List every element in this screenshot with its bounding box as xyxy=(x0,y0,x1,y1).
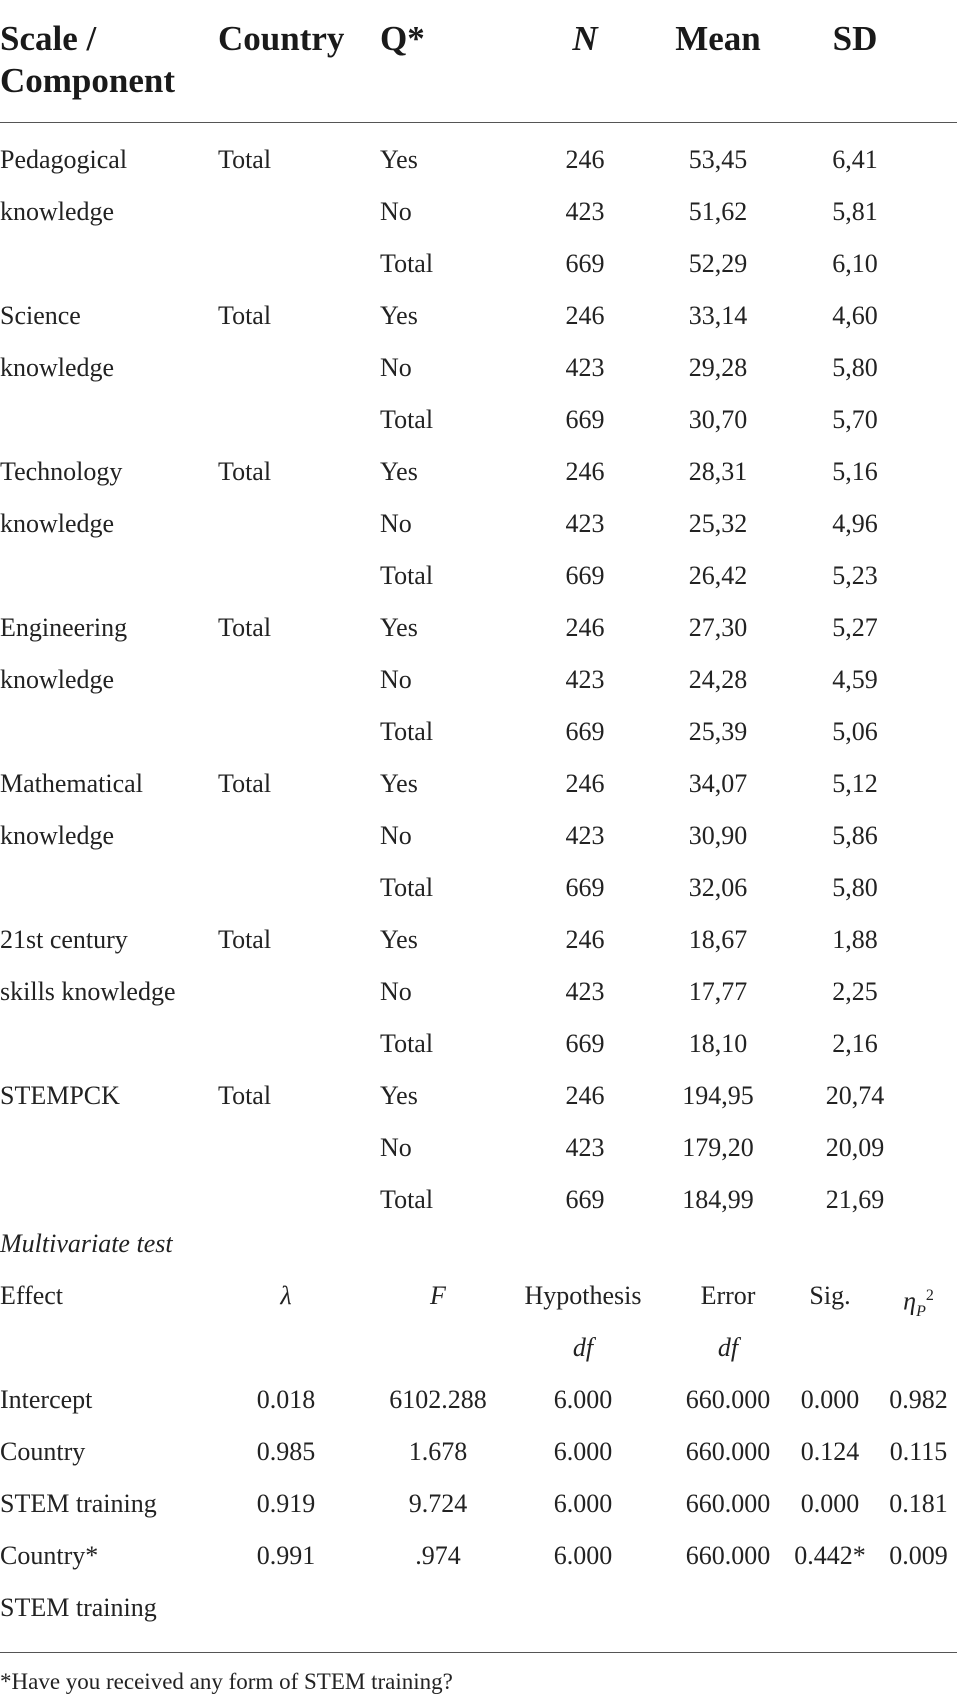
cell-q: Yes xyxy=(380,769,418,798)
mv-header-eta-sup: 2 xyxy=(925,1287,934,1304)
cell-sd: 20,74 xyxy=(825,1081,885,1110)
header-q: Q* xyxy=(380,19,425,58)
mv-effect-continued: STEM training xyxy=(0,1593,157,1622)
cell-sd: 4,59 xyxy=(832,665,878,694)
cell-n: 669 xyxy=(565,717,605,746)
table-row xyxy=(0,602,957,654)
cell-sd: 4,60 xyxy=(832,301,878,330)
mv-header-sig: Sig. xyxy=(809,1281,851,1310)
table-row xyxy=(0,706,957,758)
cell-q: Yes xyxy=(380,925,418,954)
cell-country: Total xyxy=(218,145,272,174)
cell-q: Total xyxy=(380,1029,434,1058)
cell-scale: knowledge xyxy=(0,353,115,382)
mv-cell-hypothesis-df: 6.000 xyxy=(553,1437,613,1466)
cell-sd: 5,27 xyxy=(832,613,878,642)
cell-scale: Engineering xyxy=(0,613,128,642)
cell-mean: 24,28 xyxy=(688,665,748,694)
cell-mean: 28,31 xyxy=(688,457,748,486)
cell-q: Total xyxy=(380,249,434,278)
cell-scale: knowledge xyxy=(0,509,115,538)
cell-sd: 5,70 xyxy=(832,405,878,434)
cell-n: 246 xyxy=(565,457,605,486)
cell-q: Yes xyxy=(380,301,418,330)
mv-cell-error-df: 660.000 xyxy=(685,1385,771,1414)
mv-cell-effect: Intercept xyxy=(0,1385,93,1414)
cell-country: Total xyxy=(218,1081,272,1110)
cell-sd: 4,96 xyxy=(832,509,878,538)
cell-mean: 18,67 xyxy=(688,925,748,954)
cell-mean: 27,30 xyxy=(688,613,748,642)
cell-country: Total xyxy=(218,769,272,798)
mv-table-row xyxy=(0,1530,957,1582)
cell-scale: knowledge xyxy=(0,197,115,226)
mv-cell-error-df: 660.000 xyxy=(685,1541,771,1570)
cell-scale: Technology xyxy=(0,457,123,486)
mv-cell-effect: Country xyxy=(0,1437,86,1466)
cell-mean: 34,07 xyxy=(688,769,748,798)
table-row xyxy=(0,810,957,862)
cell-mean: 30,70 xyxy=(688,405,748,434)
cell-sd: 21,69 xyxy=(825,1185,885,1214)
cell-q: Yes xyxy=(380,145,418,174)
cell-q: Total xyxy=(380,561,434,590)
table-row xyxy=(0,758,957,810)
cell-sd: 2,16 xyxy=(832,1029,878,1058)
mv-cell-error-df: 660.000 xyxy=(685,1489,771,1518)
cell-q: Total xyxy=(380,1185,434,1214)
mv-header-hypothesis: Hypothesis xyxy=(524,1281,642,1310)
cell-n: 423 xyxy=(565,197,605,226)
mv-cell-eta: 0.181 xyxy=(889,1489,948,1518)
multivariate-row-continued xyxy=(0,1582,957,1634)
mv-table-row xyxy=(0,1426,957,1478)
cell-n: 423 xyxy=(565,509,605,538)
cell-mean: 29,28 xyxy=(688,353,748,382)
header-mean: Mean xyxy=(675,19,761,58)
mv-cell-f: 9.724 xyxy=(408,1489,468,1518)
header-scale-component: Scale / Component xyxy=(0,19,176,100)
table-row xyxy=(0,134,957,186)
mv-cell-hypothesis-df: 6.000 xyxy=(553,1541,613,1570)
cell-scale: STEMPCK xyxy=(0,1081,120,1110)
table-row xyxy=(0,966,957,1018)
mv-cell-effect: Country* xyxy=(0,1541,99,1570)
multivariate-header-row-2 xyxy=(0,1322,957,1374)
table-row xyxy=(0,654,957,706)
mv-cell-sig: 0.000 xyxy=(800,1489,860,1518)
mv-cell-lambda: 0.919 xyxy=(256,1489,316,1518)
cell-q: Total xyxy=(380,717,434,746)
mv-cell-eta: 0.115 xyxy=(889,1437,948,1466)
mv-header-eta-symbol: η xyxy=(903,1286,917,1316)
cell-sd: 5,81 xyxy=(832,197,878,226)
cell-mean: 33,14 xyxy=(688,301,748,330)
multivariate-header-row xyxy=(0,1270,957,1322)
mv-cell-eta: 0.009 xyxy=(889,1541,948,1570)
cell-q: No xyxy=(380,509,412,538)
cell-n: 669 xyxy=(565,561,605,590)
header-country: Country xyxy=(218,19,345,58)
table-row xyxy=(0,238,957,290)
mv-header-effect: Effect xyxy=(0,1281,64,1310)
mv-cell-sig: 0.442* xyxy=(794,1541,866,1570)
cell-sd: 5,86 xyxy=(832,821,878,850)
table-row xyxy=(0,1122,957,1174)
mv-cell-lambda: 0.991 xyxy=(256,1541,316,1570)
mv-cell-f: .974 xyxy=(415,1541,461,1570)
cell-mean: 194,95 xyxy=(682,1081,754,1110)
table-row xyxy=(0,186,957,238)
cell-mean: 26,42 xyxy=(688,561,748,590)
cell-n: 246 xyxy=(565,145,605,174)
cell-n: 423 xyxy=(565,821,605,850)
mv-table-row xyxy=(0,1374,957,1426)
multivariate-title: Multivariate test xyxy=(0,1229,173,1258)
cell-sd: 1,88 xyxy=(832,925,878,954)
mv-cell-lambda: 0.018 xyxy=(256,1385,316,1414)
mv-cell-sig: 0.124 xyxy=(800,1437,860,1466)
cell-n: 423 xyxy=(565,977,605,1006)
cell-sd: 20,09 xyxy=(825,1133,885,1162)
cell-sd: 6,10 xyxy=(832,249,878,278)
cell-mean: 30,90 xyxy=(688,821,748,850)
table-footnote: *Have you received any form of STEM training? xyxy=(0,1669,453,1694)
mv-cell-hypothesis-df: 6.000 xyxy=(553,1489,613,1518)
cell-n: 246 xyxy=(565,301,605,330)
table-row xyxy=(0,394,957,446)
cell-q: No xyxy=(380,821,412,850)
cell-mean: 52,29 xyxy=(688,249,748,278)
mv-cell-f: 1.678 xyxy=(408,1437,468,1466)
header-rule xyxy=(0,122,957,123)
table-row xyxy=(0,290,957,342)
mv-header-f: F xyxy=(430,1281,446,1310)
cell-q: No xyxy=(380,977,412,1006)
cell-q: Yes xyxy=(380,1081,418,1110)
cell-country: Total xyxy=(218,925,272,954)
cell-sd: 5,80 xyxy=(832,873,878,902)
cell-scale: knowledge xyxy=(0,665,115,694)
mv-table-row xyxy=(0,1478,957,1530)
table-row xyxy=(0,1018,957,1070)
cell-scale: 21st century xyxy=(0,925,128,954)
cell-n: 246 xyxy=(565,613,605,642)
cell-n: 423 xyxy=(565,1133,605,1162)
mv-header-error-df: df xyxy=(717,1333,739,1362)
table-row xyxy=(0,862,957,914)
mv-cell-sig: 0.000 xyxy=(800,1385,860,1414)
mv-cell-f: 6102.288 xyxy=(389,1385,487,1414)
cell-country: Total xyxy=(218,457,272,486)
cell-q: Total xyxy=(380,405,434,434)
cell-sd: 2,25 xyxy=(832,977,878,1006)
cell-sd: 5,23 xyxy=(832,561,878,590)
cell-n: 423 xyxy=(565,353,605,382)
cell-mean: 179,20 xyxy=(682,1133,754,1162)
cell-mean: 25,39 xyxy=(688,717,748,746)
mv-cell-effect: STEM training xyxy=(0,1489,157,1518)
cell-mean: 184,99 xyxy=(682,1185,754,1214)
cell-sd: 5,80 xyxy=(832,353,878,382)
cell-q: No xyxy=(380,197,412,226)
cell-mean: 18,10 xyxy=(688,1029,748,1058)
mv-header-eta-sub: P xyxy=(916,1302,926,1320)
cell-n: 246 xyxy=(565,1081,605,1110)
mv-cell-hypothesis-df: 6.000 xyxy=(553,1385,613,1414)
table-row xyxy=(0,550,957,602)
cell-n: 669 xyxy=(565,873,605,902)
cell-scale: skills knowledge xyxy=(0,977,176,1006)
mv-cell-error-df: 660.000 xyxy=(685,1437,771,1466)
cell-n: 246 xyxy=(565,769,605,798)
cell-scale: Science xyxy=(0,301,81,330)
cell-scale: knowledge xyxy=(0,821,115,850)
header-n: N xyxy=(572,19,598,58)
cell-mean: 25,32 xyxy=(688,509,748,538)
cell-country: Total xyxy=(218,301,272,330)
mv-header-hypothesis-df: df xyxy=(572,1333,594,1362)
table-row xyxy=(0,914,957,966)
mv-cell-lambda: 0.985 xyxy=(256,1437,316,1466)
cell-mean: 51,62 xyxy=(688,197,748,226)
cell-q: Total xyxy=(380,873,434,902)
cell-country: Total xyxy=(218,613,272,642)
cell-n: 669 xyxy=(565,249,605,278)
cell-n: 669 xyxy=(565,1185,605,1214)
cell-q: Yes xyxy=(380,457,418,486)
table-row xyxy=(0,446,957,498)
cell-n: 246 xyxy=(565,925,605,954)
table-row xyxy=(0,498,957,550)
cell-sd: 5,12 xyxy=(832,769,878,798)
cell-n: 669 xyxy=(565,1029,605,1058)
cell-mean: 32,06 xyxy=(688,873,748,902)
cell-scale: Pedagogical xyxy=(0,145,128,174)
cell-sd: 5,06 xyxy=(832,717,878,746)
mv-header-error: Error xyxy=(700,1281,756,1310)
cell-q: No xyxy=(380,353,412,382)
mv-header-lambda: λ xyxy=(280,1281,292,1310)
cell-sd: 5,16 xyxy=(832,457,878,486)
cell-sd: 6,41 xyxy=(832,145,878,174)
cell-q: Yes xyxy=(380,613,418,642)
footer-rule xyxy=(0,1652,957,1653)
cell-q: No xyxy=(380,665,412,694)
table-row xyxy=(0,1070,957,1122)
cell-n: 423 xyxy=(565,665,605,694)
cell-q: No xyxy=(380,1133,412,1162)
table-row xyxy=(0,342,957,394)
mv-cell-eta: 0.982 xyxy=(889,1385,948,1414)
cell-scale: Mathematical xyxy=(0,769,143,798)
cell-mean: 53,45 xyxy=(688,145,748,174)
cell-n: 669 xyxy=(565,405,605,434)
cell-mean: 17,77 xyxy=(688,977,748,1006)
header-sd: SD xyxy=(832,19,878,58)
